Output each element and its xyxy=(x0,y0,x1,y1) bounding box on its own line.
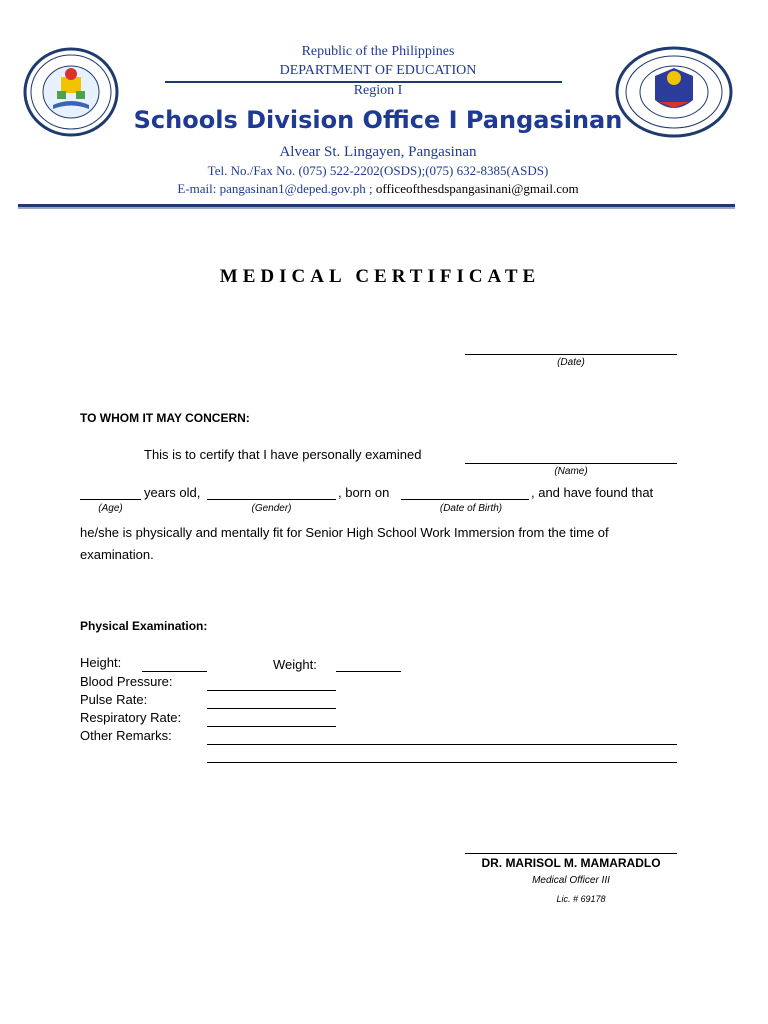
signatory-position: Medical Officer III xyxy=(532,875,610,886)
resp-line xyxy=(207,726,336,727)
pulse-label: Pulse Rate: xyxy=(80,692,148,707)
header-email-alt: officeofthesdspangasinani@gmail.com xyxy=(375,181,579,196)
years-old-text: years old, xyxy=(144,485,201,500)
exam-heading: Physical Examination: xyxy=(80,619,208,633)
date-line xyxy=(465,354,677,355)
pulse-line xyxy=(207,708,336,709)
schools-division-seal-icon xyxy=(23,47,119,137)
header-email xyxy=(120,181,636,197)
header-country: Republic of the Philippines xyxy=(301,44,455,59)
document-title: MEDICAL CERTIFICATE xyxy=(219,266,541,287)
certify-text: This is to certify that I have personally examined xyxy=(144,447,422,462)
gender-caption: (Gender) xyxy=(251,503,292,514)
born-on-text: , born on xyxy=(338,485,390,500)
fitness-statement-line2: examination. xyxy=(80,547,154,562)
salutation: TO WHOM IT MAY CONCERN: xyxy=(80,411,250,425)
name-caption: (Name) xyxy=(554,466,588,477)
gender-line xyxy=(207,499,336,500)
age-line xyxy=(80,499,141,500)
height-label: Height: xyxy=(80,655,122,670)
dob-caption: (Date of Birth) xyxy=(439,503,503,514)
signature-line xyxy=(465,853,677,854)
date-caption: (Date) xyxy=(557,357,585,368)
header-region: Region I xyxy=(353,83,403,98)
header-rule xyxy=(18,204,735,207)
header-telfax: Tel. No./Fax No. (075) 522-2202(OSDS);(075) 632-8385(ASDS) xyxy=(207,163,549,178)
height-line xyxy=(142,671,207,672)
weight-label: Weight: xyxy=(273,657,317,672)
header-email-deped: E-mail: pangasinan1@deped.gov.ph ; xyxy=(177,181,373,196)
weight-line xyxy=(336,671,401,672)
name-line xyxy=(465,463,677,464)
bp-label: Blood Pressure: xyxy=(80,674,173,689)
header-office-name: Schools Division Office I Pangasinan xyxy=(133,106,623,134)
fitness-statement-line1: he/she is physically and mentally fit for Senior High School Work Immersion from the time of xyxy=(80,525,609,540)
signatory-name: DR. MARISOL M. MAMARADLO xyxy=(481,856,661,870)
signatory-license: Lic. # 69178 xyxy=(556,894,606,904)
header-department: DEPARTMENT OF EDUCATION xyxy=(279,63,477,78)
age-caption: (Age) xyxy=(98,503,123,514)
remarks-line-1 xyxy=(207,744,677,745)
dob-line xyxy=(401,499,529,500)
resp-label: Respiratory Rate: xyxy=(80,710,182,725)
remarks-label: Other Remarks: xyxy=(80,728,172,743)
bp-line xyxy=(207,690,336,691)
remarks-line-2 xyxy=(207,762,677,763)
left-logo xyxy=(23,47,119,137)
found-text: , and have found that xyxy=(531,485,654,500)
header-address: Alvear St. Lingayen, Pangasinan xyxy=(279,144,477,160)
